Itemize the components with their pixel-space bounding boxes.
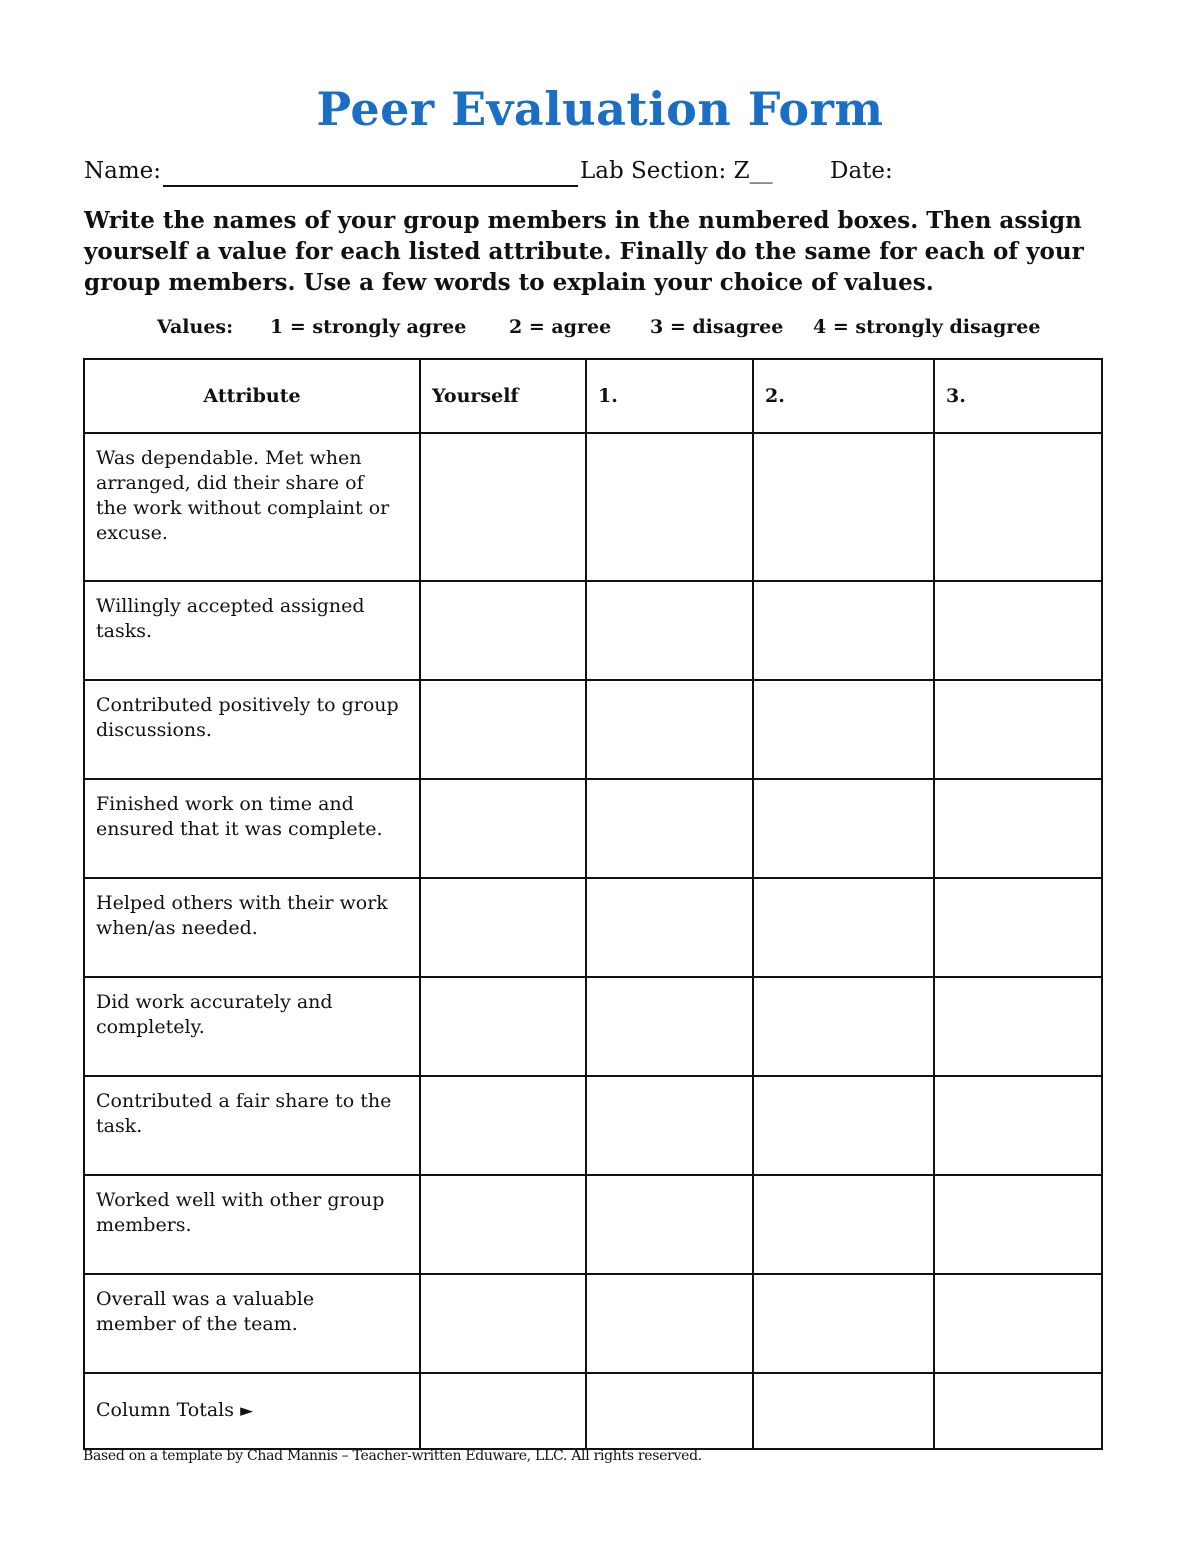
table-header-row [84,359,1102,433]
score-cell-member-3[interactable] [934,1076,1102,1175]
score-cell-member-2[interactable] [753,977,934,1076]
total-cell-member-3[interactable] [934,1373,1102,1449]
table-row [84,779,1102,878]
score-cell-yourself[interactable] [420,680,586,779]
footer-credit: Based on a template by Chad Mannis – Teacher-written Eduware, LLC. All rights reserved. [83,1448,702,1464]
score-cell-yourself[interactable] [420,581,586,680]
page-title: Peer Evaluation Form [316,82,884,136]
header-attribute: Attribute [84,359,420,433]
attribute-cell: Contributed positively to group discussions. [84,680,420,779]
score-cell-member-1[interactable] [586,878,753,977]
table-row [84,878,1102,977]
totals-row [84,1373,1102,1449]
table-row [84,1076,1102,1175]
attribute-cell: Contributed a fair share to the task. [84,1076,420,1175]
right-arrow-icon: ► [240,1401,254,1421]
lab-section-label: Lab Section: Z__ [580,158,773,184]
value-item-2: 2 = agree [509,316,612,338]
header-yourself: Yourself [420,359,586,433]
score-cell-member-3[interactable] [934,1274,1102,1373]
date-label: Date: [830,158,893,184]
attribute-cell: Finished work on time and ensured that it was complete. [84,779,420,878]
score-cell-member-3[interactable] [934,779,1102,878]
score-cell-yourself[interactable] [420,878,586,977]
score-cell-member-3[interactable] [934,878,1102,977]
table-row [84,977,1102,1076]
table-row [84,581,1102,680]
total-cell-member-2[interactable] [753,1373,934,1449]
score-cell-yourself[interactable] [420,977,586,1076]
value-item-4: 4 = strongly disagree [813,316,1041,338]
score-cell-member-2[interactable] [753,878,934,977]
score-cell-member-2[interactable] [753,779,934,878]
score-cell-member-1[interactable] [586,1274,753,1373]
score-cell-member-1[interactable] [586,977,753,1076]
score-cell-member-1[interactable] [586,680,753,779]
evaluation-table [83,358,1103,1450]
score-cell-member-3[interactable] [934,433,1102,581]
score-cell-member-2[interactable] [753,1175,934,1274]
attribute-cell: Did work accurately and completely. [84,977,420,1076]
score-cell-yourself[interactable] [420,1175,586,1274]
totals-label-cell [84,1373,420,1449]
score-cell-member-2[interactable] [753,433,934,581]
instructions-text: Write the names of your group members in the numbered boxes. Then assign yourself a value for each listed attribute. Finally do the same for each of your group members. Use a few words to explain your choice of values. [84,207,1084,296]
score-cell-member-3[interactable] [934,581,1102,680]
attribute-cell: Worked well with other group members. [84,1175,420,1274]
total-cell-member-1[interactable] [586,1373,753,1449]
score-cell-member-2[interactable] [753,1076,934,1175]
totals-label: Column Totals [96,1399,235,1421]
score-cell-member-3[interactable] [934,1175,1102,1274]
score-cell-member-1[interactable] [586,581,753,680]
score-cell-member-1[interactable] [586,1175,753,1274]
score-cell-member-2[interactable] [753,680,934,779]
table-row [84,1274,1102,1373]
values-label: Values: [157,316,234,338]
value-item-3: 3 = disagree [650,316,784,338]
name-label: Name: [84,158,162,184]
score-cell-member-1[interactable] [586,1076,753,1175]
table-row [84,1175,1102,1274]
value-item-1: 1 = strongly agree [270,316,467,338]
score-cell-member-3[interactable] [934,977,1102,1076]
attribute-cell: Willingly accepted assigned tasks. [84,581,420,680]
table-row [84,433,1102,581]
attribute-cell: Overall was a valuable member of the team. [84,1274,420,1373]
attribute-cell: Helped others with their work when/as needed. [84,878,420,977]
total-cell-yourself[interactable] [420,1373,586,1449]
name-field-line[interactable] [163,185,578,187]
table-row [84,680,1102,779]
score-cell-yourself[interactable] [420,1274,586,1373]
score-cell-member-1[interactable] [586,433,753,581]
header-member-3: 3. [934,359,1102,433]
score-cell-member-2[interactable] [753,581,934,680]
score-cell-member-1[interactable] [586,779,753,878]
score-cell-yourself[interactable] [420,779,586,878]
header-member-2: 2. [753,359,934,433]
score-cell-member-2[interactable] [753,1274,934,1373]
score-cell-yourself[interactable] [420,1076,586,1175]
header-member-1: 1. [586,359,753,433]
attribute-cell: Was dependable. Met when arranged, did their share of the work without complaint or excuse. [84,433,420,581]
score-cell-yourself[interactable] [420,433,586,581]
score-cell-member-3[interactable] [934,680,1102,779]
